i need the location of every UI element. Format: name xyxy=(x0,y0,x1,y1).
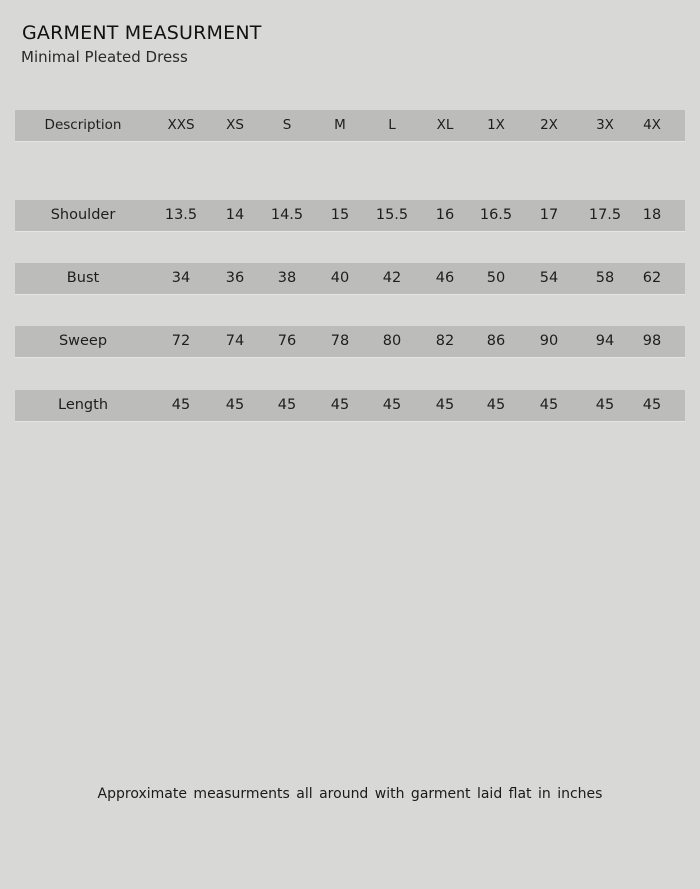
measurement-value: 54 xyxy=(539,270,559,286)
measurement-value: 80 xyxy=(382,333,402,349)
product-name: Minimal Pleated Dress xyxy=(21,48,188,66)
table-row xyxy=(15,200,685,231)
size-header: XXS xyxy=(167,117,195,133)
size-header: XS xyxy=(226,117,244,133)
measurement-value: 17.5 xyxy=(588,207,622,223)
measurement-value: 86 xyxy=(486,333,506,349)
measurement-value: 14 xyxy=(225,207,245,223)
measurement-value: 62 xyxy=(642,270,662,286)
measurement-value: 45 xyxy=(277,397,297,413)
measurement-value: 16 xyxy=(435,207,455,223)
measurement-value: 45 xyxy=(382,397,402,413)
size-header: 4X xyxy=(643,117,661,133)
size-header: 3X xyxy=(596,117,614,133)
measurement-value: 45 xyxy=(539,397,559,413)
measurement-value: 17 xyxy=(539,207,559,223)
table-row xyxy=(15,263,685,294)
row-label: Sweep xyxy=(58,333,108,349)
size-header-row xyxy=(15,110,685,141)
table-row xyxy=(15,326,685,357)
table-row xyxy=(15,390,685,421)
measurement-value: 14.5 xyxy=(270,207,304,223)
size-header: 2X xyxy=(540,117,558,133)
size-header: L xyxy=(388,117,396,133)
measurement-value: 90 xyxy=(539,333,559,349)
measurement-value: 46 xyxy=(435,270,455,286)
measurement-value: 58 xyxy=(595,270,615,286)
measurement-value: 42 xyxy=(382,270,402,286)
measurement-value: 40 xyxy=(330,270,350,286)
measurement-value: 34 xyxy=(171,270,191,286)
measurement-value: 18 xyxy=(642,207,662,223)
measurement-value: 98 xyxy=(642,333,662,349)
measurement-value: 45 xyxy=(642,397,662,413)
row-label: Length xyxy=(57,397,109,413)
measurement-value: 45 xyxy=(225,397,245,413)
measurement-value: 74 xyxy=(225,333,245,349)
size-header: 1X xyxy=(487,117,505,133)
measurement-value: 82 xyxy=(435,333,455,349)
measurement-value: 76 xyxy=(277,333,297,349)
description-header: Description xyxy=(44,117,122,133)
measurement-value: 38 xyxy=(277,270,297,286)
measurement-value: 36 xyxy=(225,270,245,286)
page-title: GARMENT MEASURMENT xyxy=(22,22,262,44)
measurement-value: 45 xyxy=(486,397,506,413)
measurement-value: 78 xyxy=(330,333,350,349)
measurement-value: 72 xyxy=(171,333,191,349)
size-header: XL xyxy=(436,117,454,133)
measurement-value: 15.5 xyxy=(375,207,409,223)
measurement-value: 15 xyxy=(330,207,350,223)
measurement-value: 45 xyxy=(171,397,191,413)
measurement-note: Approximate measurments all around with garment laid flat in inches xyxy=(97,786,603,802)
measurement-value: 50 xyxy=(486,270,506,286)
size-header: M xyxy=(334,117,346,133)
measurement-value: 45 xyxy=(330,397,350,413)
row-label: Shoulder xyxy=(50,207,116,223)
row-label: Bust xyxy=(66,270,100,286)
measurement-value: 16.5 xyxy=(479,207,513,223)
measurement-value: 94 xyxy=(595,333,615,349)
measurement-value: 13.5 xyxy=(164,207,198,223)
measurement-value: 45 xyxy=(435,397,455,413)
size-header: S xyxy=(282,117,292,133)
measurement-value: 45 xyxy=(595,397,615,413)
